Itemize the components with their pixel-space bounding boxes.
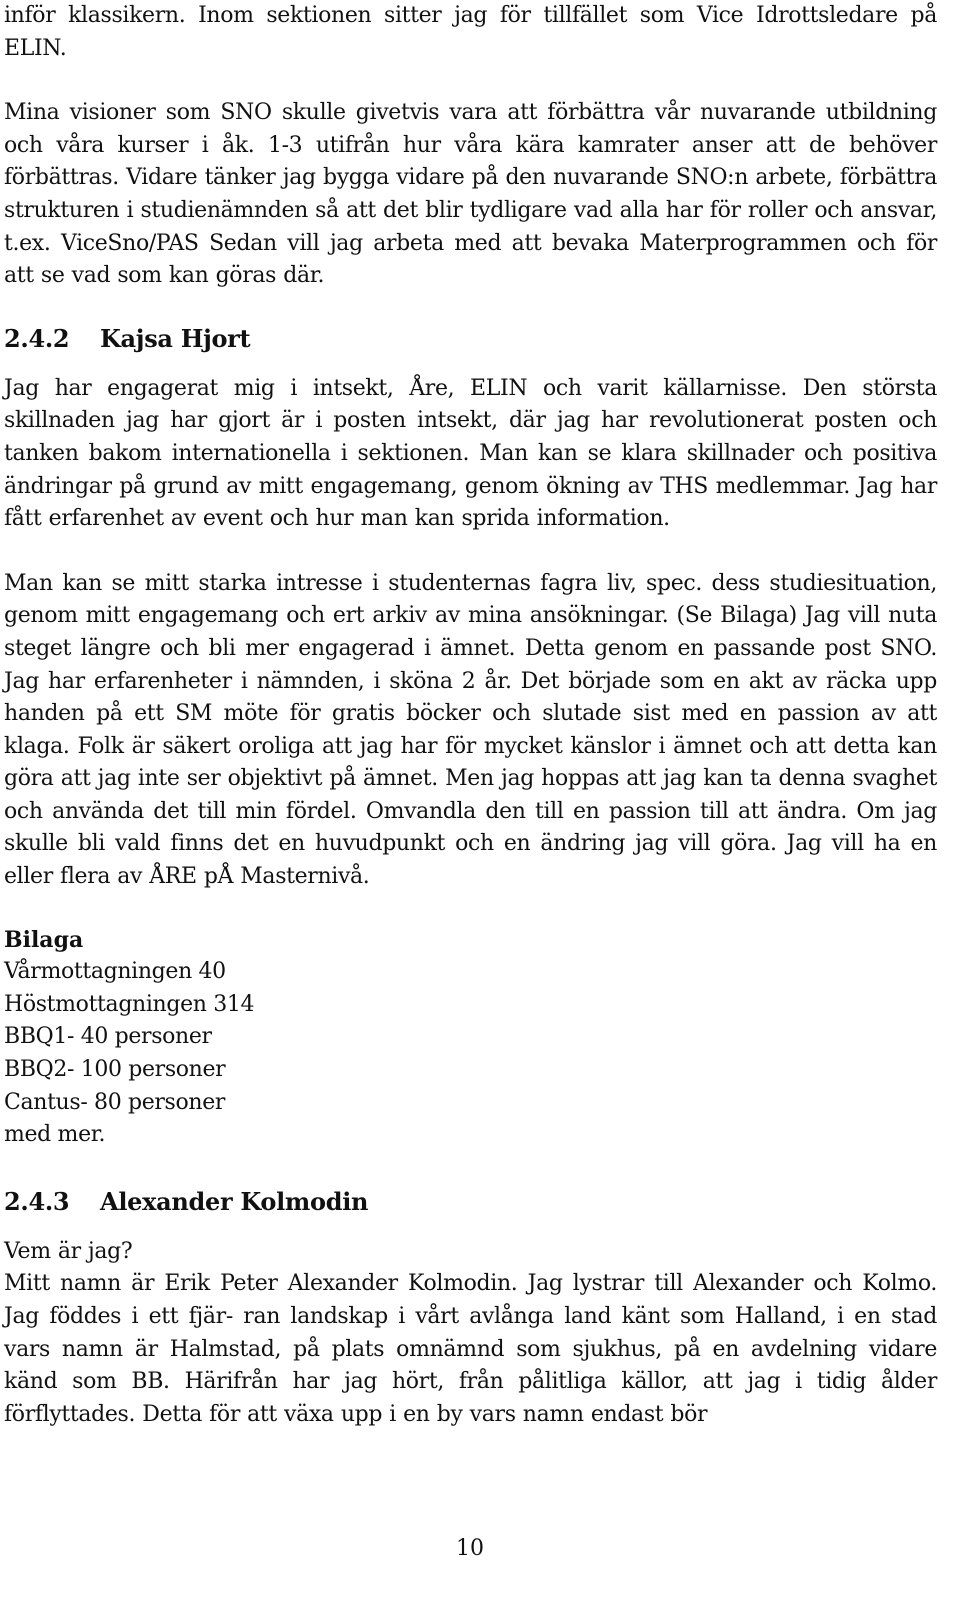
bilaga-list [4,956,937,1152]
section-title: Kajsa Hjort [100,323,251,353]
alexander-question: Vem är jag? [4,1238,133,1264]
alexander-paragraph-1: Mitt namn är Erik Peter Alexander Kolmodin. Jag lystrar till Alexander och Kolmo. Jag föddes i ett fjär- ran landskap i vårt avlånga land känt som Halland, i en stad vars namn är Halmstad, på plats omnämnd som sjukhus, på en avdelning vidare känd som BB. Härifrån har jag hört, från pålitliga källor, att jag i tidig ålder förflyttades. Detta för att växa upp i en by vars namn endast bör [4,1271,937,1427]
kajsa-paragraph-2: Man kan se mitt starka intresse i studenternas fagra liv, spec. dess studiesituation, genom mitt engagemang och ert arkiv av mina ansökningar. (Se Bilaga) Jag vill nuta steget längre och bli mer engagerad i ämnet. Detta genom en passande post SNO. Jag har erfarenheter i nämnden, i sköna 2 år. Det började som en akt av räcka upp handen på ett SM möte för gratis böcker och slutade sist med en passion av att klaga. Folk är säkert oroliga att jag har för mycket känslor i ämnet och att detta kan göra att jag inte ser objektivt på ämnet. Men jag hoppas att jag kan ta denna svaghet och använda det till min fördel. Omvandla den till en passion till att ändra. Om jag skulle bli vald finns det en huvudpunkt och en ändring jag vill göra. Jag vill ha en eller flera av ÅRE pÅ Masternivå. [4,570,937,890]
list-item: Cantus- 80 personer [4,1089,226,1115]
kajsa-paragraph-1: Jag har engagerat mig i intsekt, Åre, ELIN och varit källarnisse. Den största skillnaden jag har gjort är i posten intsekt, där jag har revolutionerat posten och tanken bakom internationella i sektionen. Man kan se klara skillnader och positiva ändringar på grund av mitt engagemang, genom ökning av THS medlemmar. Jag har fått erfarenhet av event och hur man kan sprida information. [4,375,937,532]
list-item: BBQ1- 40 personer [4,1024,212,1050]
section-title: Alexander Kolmodin [100,1186,369,1216]
list-item: Vårmottagningen 40 [4,959,226,985]
document-page [4,0,937,1605]
section-number: 2.4.2 [4,323,70,353]
intro-paragraph-2: Mina visioner som SNO skulle givetvis vara att förbättra vår nuvarande utbildning och våra kurser i åk. 1-3 utifrån hur våra kära kamrater anser att de behöver förbättras. Vidare tänker jag bygga vidare på den nuvarande SNO:n arbete, förbättra strukturen i studienämnden så att det blir tydligare vad alla har för roller och ansvar, t.ex. ViceSno/PAS Sedan vill jag arbeta med att bevaka Materprogrammen och för att se vad som kan göras där. [4,100,937,289]
section-number: 2.4.3 [4,1186,70,1216]
section-heading-alexander [4,1186,937,1218]
list-item: med mer. [4,1122,106,1148]
intro-paragraph-1: inför klassikern. Inom sektionen sitter jag för tillfället som Vice Idrottsledare på ELIN. [4,3,937,61]
page-number: 10 [456,1536,484,1561]
section-heading-kajsa [4,323,937,355]
list-item: Höstmottagningen 314 [4,991,255,1017]
bilaga-title: Bilaga [4,926,84,953]
list-item: BBQ2- 100 personer [4,1057,226,1083]
